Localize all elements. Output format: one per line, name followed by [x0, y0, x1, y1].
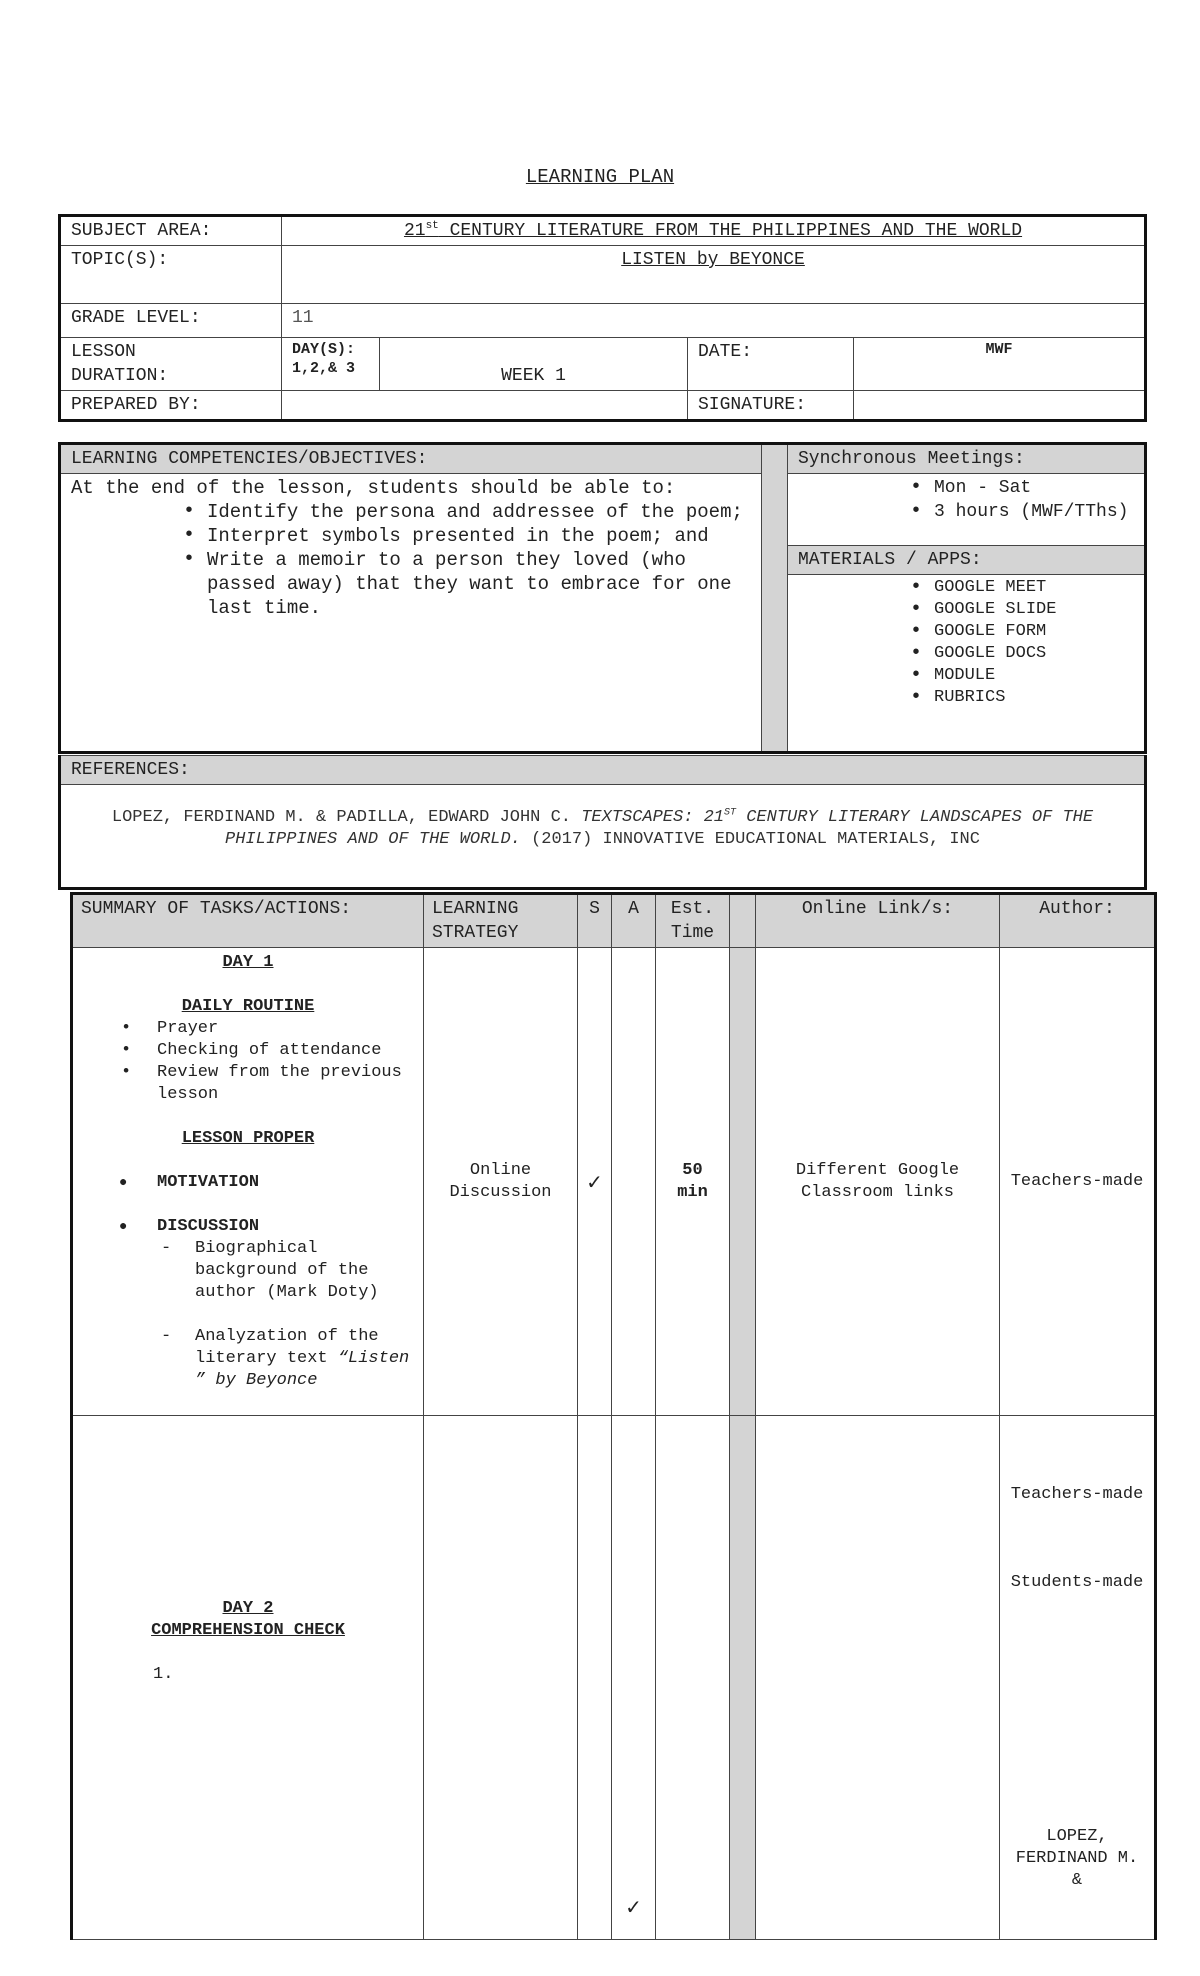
- time-header: Est. Time: [656, 894, 730, 948]
- lesson-duration-label: LESSON DURATION:: [60, 338, 282, 391]
- day2-author-students: Students-made: [1010, 1573, 1144, 1592]
- motivation-item: ● MOTIVATION: [81, 1172, 415, 1194]
- subject-area-label: SUBJECT AREA:: [60, 216, 282, 246]
- day2-author-lopez: LOPEZ, FERDINAND M. &: [1015, 1827, 1139, 1890]
- sync-meetings-cell: [788, 474, 1146, 546]
- competency-item: • Write a memoir to a person they loved (who passed away) that they want to embrace for one last time.: [71, 548, 751, 620]
- grade-level-label: GRADE LEVEL:: [60, 304, 282, 338]
- sync-meetings-label: Synchronous Meetings:: [788, 444, 1146, 474]
- day2-a-check: ✓: [612, 1416, 656, 1940]
- prepared-by-value: [282, 391, 688, 421]
- materials-list: [798, 577, 1134, 709]
- competencies-body: [60, 474, 762, 753]
- day2-title: DAY 2: [222, 1599, 274, 1618]
- discussion-item: ● DISCUSSION: [81, 1216, 415, 1238]
- materials-label: MATERIALS / APPS:: [788, 546, 1146, 575]
- material-item: • GOOGLE DOCS: [798, 643, 1134, 665]
- competencies-intro: At the end of the lesson, students should be able to:: [71, 477, 676, 499]
- tasks-table: [70, 892, 1157, 1940]
- day1-author: Teachers-made: [1000, 948, 1156, 1416]
- day2-item-number: 1.: [153, 1665, 174, 1684]
- routine-item: • Checking of attendance: [81, 1040, 415, 1062]
- competency-item: • Interpret symbols presented in the poem; and: [71, 524, 751, 548]
- header-table: [58, 214, 1147, 422]
- days-cell: DAY(S): 1,2,& 3: [282, 338, 380, 391]
- routine-list: [81, 1018, 415, 1106]
- discussion-list: [81, 1238, 415, 1392]
- material-item: • MODULE: [798, 665, 1134, 687]
- author-header: Author:: [1000, 894, 1156, 948]
- a-header: A: [612, 894, 656, 948]
- gray-spacer: [730, 948, 756, 1416]
- lesson-proper-title: LESSON PROPER: [181, 1129, 315, 1148]
- material-item: • GOOGLE FORM: [798, 621, 1134, 643]
- day1-a-cell: [612, 948, 656, 1416]
- date-value: MWF: [854, 338, 1146, 391]
- topic-label: TOPIC(S):: [60, 246, 282, 304]
- competencies-list: [71, 500, 751, 620]
- day1-time: 50 min: [656, 948, 730, 1416]
- competencies-label: LEARNING COMPETENCIES/OBJECTIVES:: [60, 444, 762, 474]
- day1-s-check: ✓: [578, 948, 612, 1416]
- gray-divider: [762, 444, 788, 753]
- signature-value: [854, 391, 1146, 421]
- summary-header: SUMMARY OF TASKS/ACTIONS:: [72, 894, 424, 948]
- materials-cell: [788, 575, 1146, 753]
- competencies-table: [58, 442, 1147, 754]
- day2-strategy: [424, 1416, 578, 1940]
- prepared-by-label: PREPARED BY:: [60, 391, 282, 421]
- discussion-subitem: - Analyzation of the literary text “Listen ” by Beyonce: [81, 1326, 415, 1392]
- day2-author: [1000, 1416, 1156, 1940]
- day2-time: [656, 1416, 730, 1940]
- sync-list: [798, 476, 1134, 524]
- sync-item: • 3 hours (MWF/TThs): [798, 500, 1134, 524]
- day1-strategy: Online Discussion: [424, 948, 578, 1416]
- s-header: S: [578, 894, 612, 948]
- day1-title: DAY 1: [222, 953, 274, 972]
- competency-item: • Identify the persona and addressee of the poem;: [71, 500, 751, 524]
- references-table: [58, 755, 1147, 890]
- routine-title: DAILY ROUTINE: [181, 997, 315, 1016]
- topic-value: LISTEN by BEYONCE: [282, 246, 1146, 304]
- gray-spacer: [730, 1416, 756, 1940]
- references-label: REFERENCES:: [60, 756, 1146, 785]
- discussion-subitem: - Biographical background of the author (Mark Doty): [81, 1238, 415, 1304]
- signature-label: SIGNATURE:: [688, 391, 854, 421]
- strategy-header: LEARNING STRATEGY: [424, 894, 578, 948]
- day2-subtitle: COMPREHENSION CHECK: [151, 1621, 345, 1640]
- date-label: DATE:: [688, 338, 854, 391]
- day1-link: Different Google Classroom links: [756, 948, 1000, 1416]
- sync-item: • Mon - Sat: [798, 476, 1134, 500]
- document-title: LEARNING PLAN: [525, 166, 675, 188]
- day1-summary: [72, 948, 424, 1416]
- material-item: • RUBRICS: [798, 687, 1134, 709]
- day2-link: [756, 1416, 1000, 1940]
- day2-summary: [72, 1416, 424, 1940]
- references-text: LOPEZ, FERDINAND M. & PADILLA, EDWARD JOHN C. TEXTSCAPES: 21ST CENTURY LITERARY LANDSCAPES OF THE PHILIPPINES AND OF THE WORLD. (2017) INNOVATIVE EDUCATIONAL MATERIALS, INC: [60, 785, 1146, 889]
- grade-level-value: 11: [282, 304, 1146, 338]
- link-header: Online Link/s:: [756, 894, 1000, 948]
- material-item: • GOOGLE MEET: [798, 577, 1134, 599]
- day2-s-cell: [578, 1416, 612, 1940]
- routine-item: • Prayer: [81, 1018, 415, 1040]
- subject-area-value: 21st CENTURY LITERATURE FROM THE PHILIPPINES AND THE WORLD: [282, 216, 1146, 246]
- gray-spacer-header: [730, 894, 756, 948]
- week-value: WEEK 1: [380, 338, 688, 391]
- day2-author-teachers: Teachers-made: [1010, 1485, 1144, 1504]
- material-item: • GOOGLE SLIDE: [798, 599, 1134, 621]
- routine-item: • Review from the previous lesson: [81, 1062, 415, 1106]
